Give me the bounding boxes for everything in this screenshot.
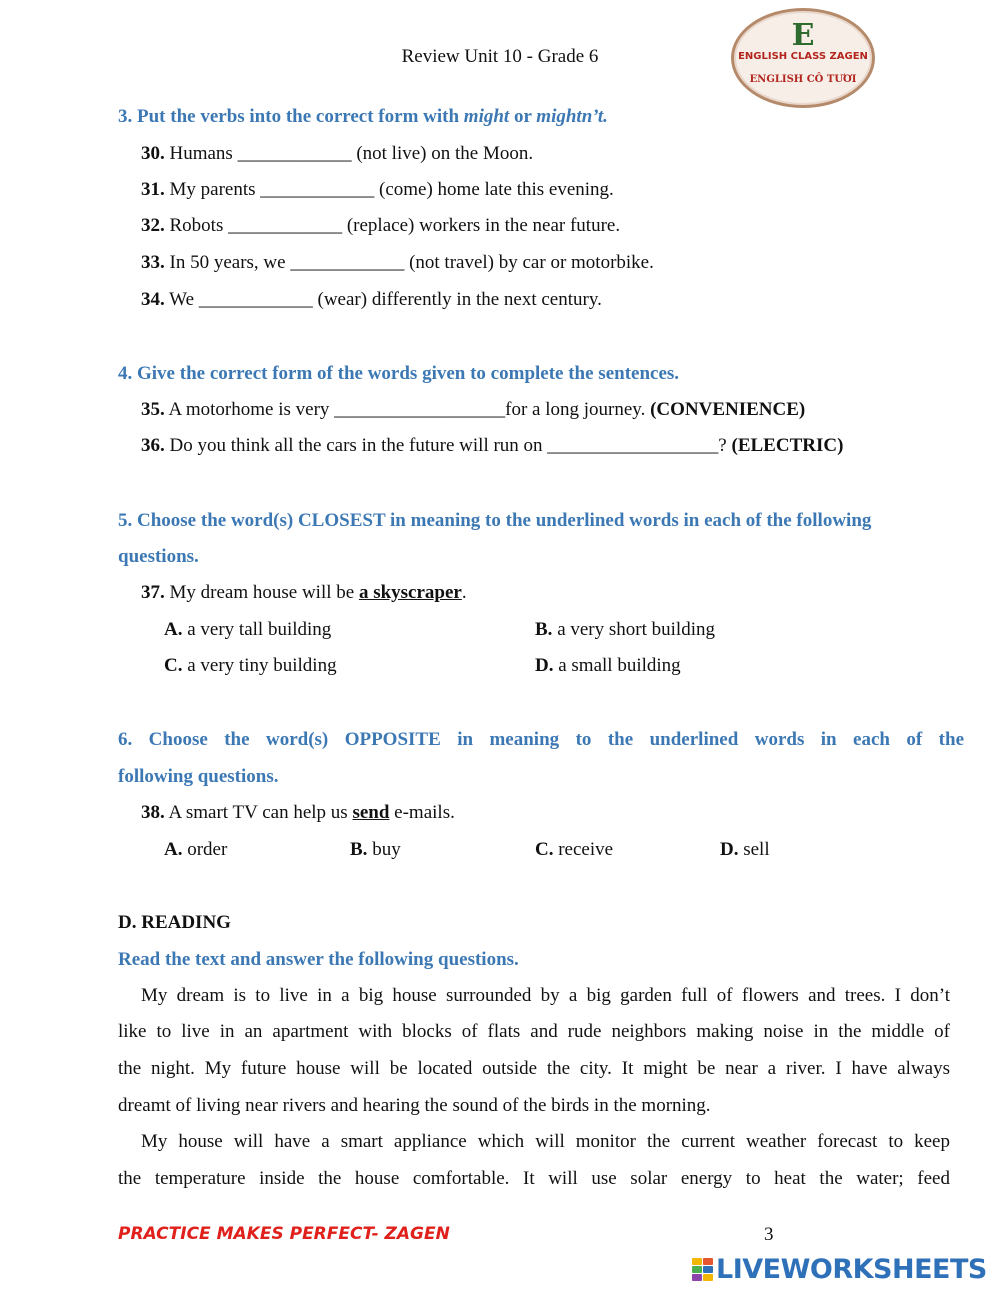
reading-instruction: Read the text and answer the following questions. [118,949,519,970]
question-38: 38. A smart TV can help us send e-mails. [141,802,455,823]
page-number: 3 [764,1224,774,1245]
question-37: 37. My dream house will be a skyscraper. [141,582,467,603]
page-header-title: Review Unit 10 - Grade 6 [401,46,599,67]
option-38-a[interactable]: A. order [164,839,228,860]
option-38-c[interactable]: C. receive [535,839,614,860]
logo-line-1: ENGLISH CLASS ZAGEN [738,51,868,62]
reading-line-2: like to live in an apartment with blocks of flats and rude neighbors making noise in the middle of [118,1021,950,1042]
option-37-c[interactable]: C. a very tiny building [164,655,337,676]
reading-line-5: My house will have a smart appliance which will monitor the current weather forecast to keep [141,1131,950,1152]
section-3-title: 3. Put the verbs into the correct form with might or mightn’t. [118,106,608,127]
option-38-d[interactable]: D. sell [720,839,770,860]
liveworksheets-wordmark: LIVEWORKSHEETS [716,1254,987,1285]
question-31: 31. My parents ____________ (come) home late this evening. [141,179,614,200]
question-35: 35. A motorhome is very __________________for a long journey. (CONVENIENCE) [141,399,806,420]
section-5-title-line-2: questions. [118,546,199,567]
reading-line-3: the night. My future house will be located outside the city. It might be near a river. I have always [118,1058,950,1079]
school-logo [731,8,875,108]
reading-line-6: the temperature inside the house comfortable. It will use solar energy to heat the water; feed [118,1168,950,1189]
question-33: 33. In 50 years, we ____________ (not travel) by car or motorbike. [141,252,654,273]
reading-line-4: dreamt of living near rivers and hearing the sound of the birds in the morning. [118,1095,711,1116]
question-36: 36. Do you think all the cars in the future will run on __________________? (ELECTRIC) [141,435,844,456]
liveworksheets-blocks-icon [692,1258,714,1282]
question-30: 30. Humans ____________ (not live) on the Moon. [141,143,534,164]
logo-line-2: ENGLISH CÔ TƯƠI [749,74,857,85]
reading-heading: D. READING [118,912,231,933]
section-6-title-line-2: following questions. [118,766,279,787]
option-37-a[interactable]: A. a very tall building [164,619,332,640]
option-38-b[interactable]: B. buy [350,839,401,860]
section-6-title-line-1: 6. Choose the word(s) OPPOSITE in meaning to the underlined words in each of the [118,729,964,750]
section-5-title-line-1: 5. Choose the word(s) CLOSEST in meaning to the underlined words in each of the following [118,510,872,531]
option-37-d[interactable]: D. a small building [535,655,681,676]
option-37-b[interactable]: B. a very short building [535,619,715,640]
question-34: 34. We ____________ (wear) differently in the next century. [141,289,602,310]
logo-letter: E [791,18,815,53]
footer-slogan: PRACTICE MAKES PERFECT- ZAGEN [118,1224,450,1244]
question-32: 32. Robots ____________ (replace) workers in the near future. [141,215,621,236]
section-4-title: 4. Give the correct form of the words given to complete the sentences. [118,363,680,384]
reading-line-1: My dream is to live in a big house surrounded by a big garden full of flowers and trees. I don’t [141,985,950,1006]
